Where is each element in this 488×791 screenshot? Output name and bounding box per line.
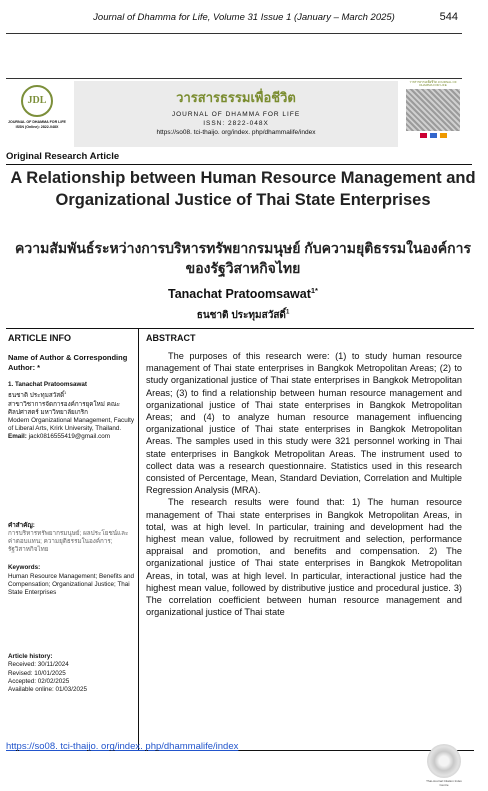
header-rule bbox=[6, 33, 462, 34]
abstract-paragraph-2: The research results were found that: 1) The human resource management of Thai state enterprises in Bangkok Metropolitan Areas, in total, was at high level. In particular, training and development had the highest mean value, followed by recruitment and selection, performance appraisal and promotion, and benefits and compensation. 2) The organizational justice of Thai state enterprises in Bangkok Metropolitan Areas, in total, was at high level. In particular, interactional justice had the highest mean value, followed by distributive justice and procedural justice. 3) The correlation coefficient between human resource management and organizational justice of Thai state bbox=[146, 497, 462, 618]
journal-url[interactable]: https://so08. tci-thaijo. org/index. php/dhammalife/index bbox=[156, 129, 316, 136]
keywords-label: Keywords: bbox=[8, 564, 41, 572]
affiliation-thai: สาขาวิชาการจัดการองค์การยุคใหม่ คณะศิลปศาสตร์ มหาวิทยาลัยเกริก bbox=[8, 400, 121, 416]
author-name-text: Tanachat Pratoomsawat bbox=[168, 287, 311, 302]
author-thai-text: ธนชาติ ประทุมสวัสดิ์ bbox=[196, 310, 286, 321]
author-entry-thai: ธนชาติ ประทุมสวัสดิ์ bbox=[8, 392, 65, 400]
tci-logo bbox=[422, 744, 466, 788]
title-rule bbox=[6, 164, 472, 165]
article-thai-title: ความสัมพันธ์ระหว่างการบริหารทรัพยากรมนุษย์ กับความยุติธรรมในองค์การของรัฐวิสาหกิจไทย bbox=[15, 240, 471, 276]
index-logo-icon bbox=[420, 133, 427, 138]
author-entry-name: 1. Tanachat Pratoomsawat bbox=[8, 381, 87, 388]
journal-banner bbox=[6, 81, 462, 151]
author-entry bbox=[8, 381, 134, 442]
keywords: Human Resource Management; Benefits and Compensation; Organizational Justice; Thai State Enterprises bbox=[8, 572, 135, 596]
logo-text: JOURNAL OF DHAMMA FOR LIFE ISSN (Online): 2822-048X bbox=[8, 120, 66, 129]
index-logo-icon bbox=[430, 133, 437, 138]
thai-keywords: การบริหารทรัพยากรมนุษย์; ผลประโยชน์และค่าตอบแทน; ความยุติธรรมในองค์การ; รัฐวิสาหกิจไทย bbox=[8, 529, 129, 554]
accepted-date: Accepted: 02/02/2025 bbox=[8, 677, 70, 685]
author-name bbox=[6, 286, 480, 301]
author-thai-sup: 1 bbox=[285, 309, 290, 316]
logo-mark: JDL bbox=[21, 85, 53, 117]
abstract-heading: ABSTRACT bbox=[146, 333, 196, 343]
journal-thai-title: วารสารธรรมเพื่อชีวิต bbox=[176, 90, 296, 105]
info-rule-top bbox=[6, 328, 474, 329]
abstract-column bbox=[146, 333, 462, 618]
author-sup: 1* bbox=[310, 286, 318, 295]
received-date: Received: 30/11/2024 bbox=[8, 661, 69, 669]
banner-rule bbox=[6, 78, 462, 79]
banner-title-block bbox=[74, 81, 398, 147]
corresponding-author-heading: Name of Author & Corresponding Author: * bbox=[8, 353, 128, 372]
page-number: 544 bbox=[439, 11, 458, 23]
affiliation: Modern Organizational Management, Faculty of Liberal Arts, Krirk University, Thailand. bbox=[8, 416, 135, 433]
column-divider bbox=[138, 328, 139, 750]
thai-keywords-label: คำสำคัญ: bbox=[8, 521, 35, 529]
author-entry-thai-sup: 1 bbox=[64, 391, 67, 396]
cover-label: วารสารธรรมเพื่อชีวิต JOURNAL OF DHAMMA FOR LIFE bbox=[409, 80, 457, 88]
email-label: Email: bbox=[8, 433, 27, 441]
article-info-column bbox=[8, 333, 134, 694]
history-label: Article history: bbox=[8, 653, 53, 661]
running-head-text: Journal of Dhamma for Life, Volume 31 Issue 1 (January – March 2025) bbox=[93, 12, 395, 23]
keywords-block bbox=[8, 564, 134, 597]
tci-disc-icon bbox=[427, 744, 461, 778]
thai-keywords-block bbox=[8, 522, 134, 555]
journal-cover bbox=[404, 81, 462, 145]
journal-issn: ISSN: 2822-048X bbox=[203, 120, 269, 127]
article-history bbox=[8, 653, 134, 694]
online-date: Available online: 01/03/2025 bbox=[8, 685, 88, 693]
article-type: Original Research Article bbox=[6, 151, 120, 162]
journal-logo bbox=[8, 85, 66, 145]
author-email[interactable]: jack0816555419@gmail.com bbox=[28, 433, 110, 441]
abstract-paragraph-1: The purposes of this research were: (1) to study human resource management of Thai state enterprises in Bangkok Metropolitan Areas; (2) to study organizational justice of Thai state enterprises in Bangkok Metropolitan Areas; (3) to find a relationship between human resource management and organizational justice of Thai state enterprises in Bangkok Metropolitan Areas; and (4) to analyze human resource management influencing organizational justice of Thai state enterprises in Bangkok Metropolitan Areas. The samples used in this study were 321 personnel working in Thai state enterprises in Bangkok Metropolitan Areas. The instrument used to collect data was a research questionnaire. Statistics used in this research consisted of Percentage, Mean, Standard Deviation, Correlation and Multiple Regression Analysis (MRA). bbox=[146, 351, 462, 496]
running-head bbox=[0, 12, 488, 23]
index-logo-icon bbox=[440, 133, 447, 138]
author-thai-name bbox=[6, 308, 480, 323]
cover-image bbox=[406, 89, 460, 131]
article-title: A Relationship between Human Resource Management and Organizational Justice of Thai State Enterprises bbox=[10, 169, 476, 209]
article-info-heading: ARTICLE INFO bbox=[8, 333, 71, 343]
footer-url-link[interactable]: https://so08. tci-thaijo. org/index. php/dhammalife/index bbox=[6, 741, 239, 752]
tci-logo-text: Thai-Journal Citation Index Centre bbox=[426, 779, 462, 787]
revised-date: Revised: 10/01/2025 bbox=[8, 669, 66, 677]
cover-index-logos bbox=[404, 133, 462, 138]
journal-english-title: JOURNAL OF DHAMMA FOR LIFE bbox=[171, 111, 301, 118]
